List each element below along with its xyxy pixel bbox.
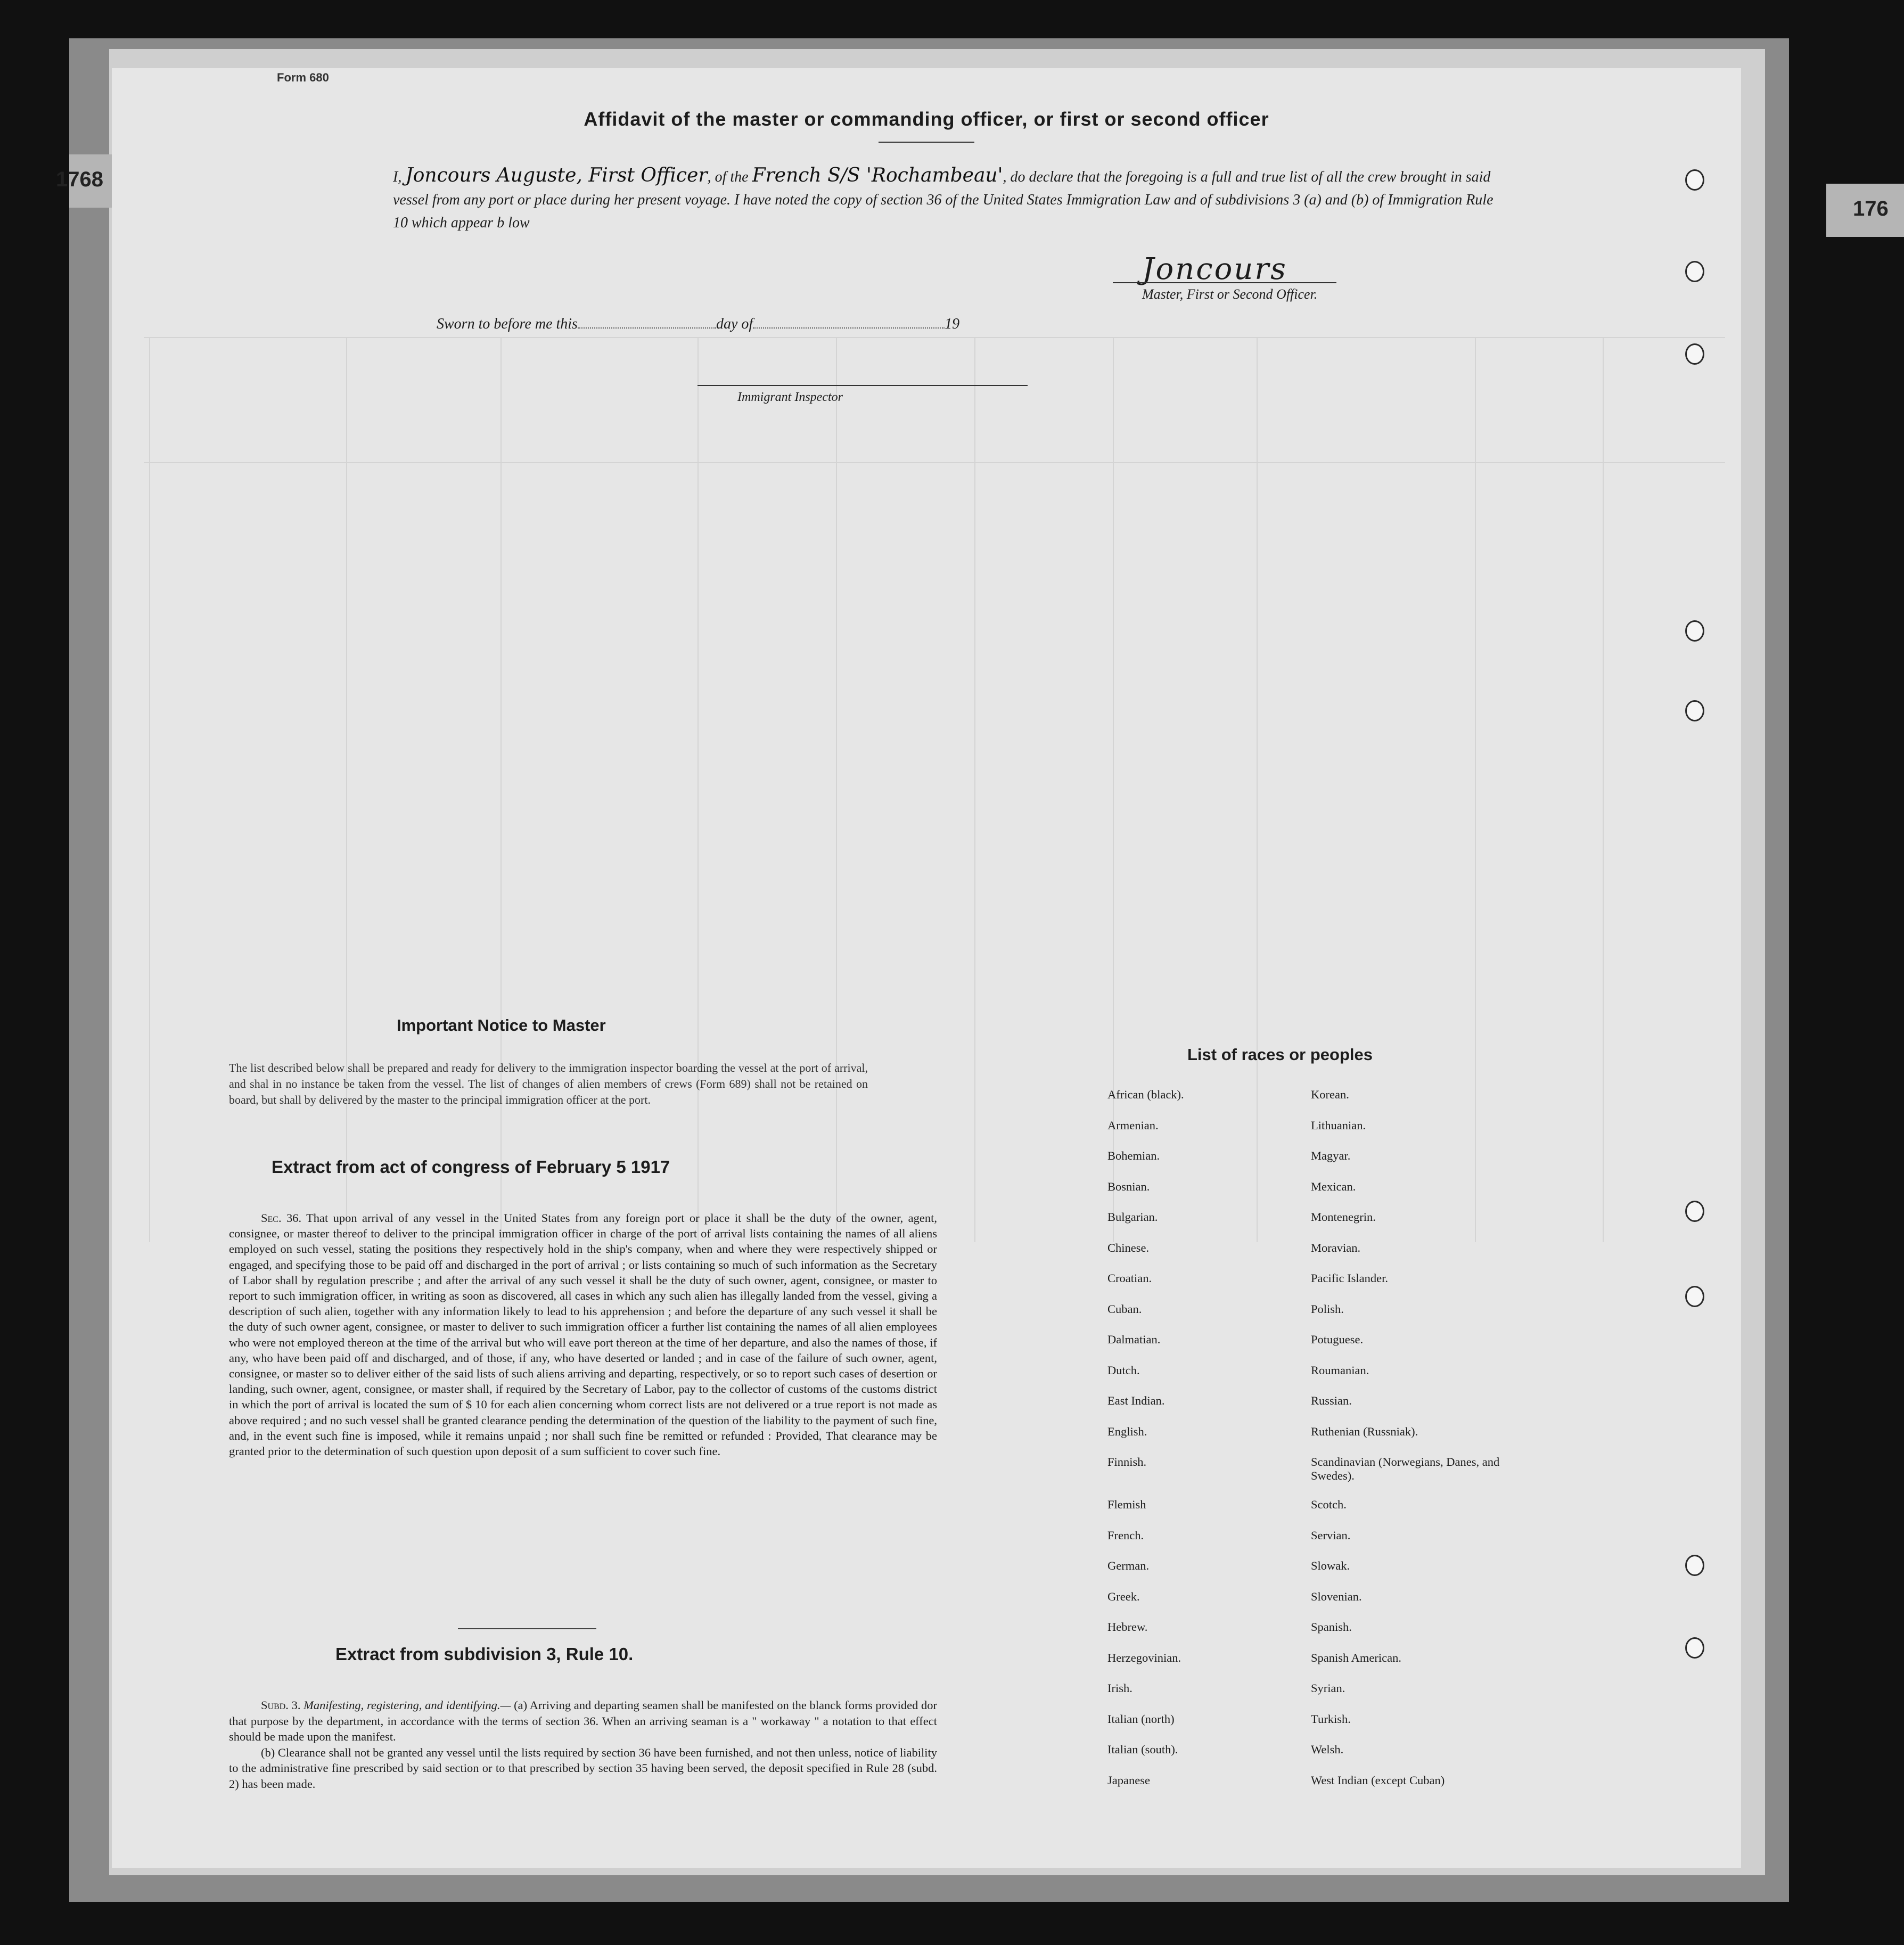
act-extract-title: Extract from act of congress of February 5 1917 xyxy=(272,1157,670,1177)
sworn-day: day of xyxy=(716,316,753,332)
race-item: Spanish. xyxy=(1311,1620,1352,1634)
race-item: Pacific Islander. xyxy=(1311,1271,1388,1285)
signature-line xyxy=(1113,282,1336,283)
punch-hole xyxy=(1685,343,1704,365)
notice-title: Important Notice to Master xyxy=(397,1016,606,1035)
officer-signature: Joncours xyxy=(1142,252,1287,286)
race-item: Herzegovinian. xyxy=(1107,1651,1181,1664)
ghost-column xyxy=(1603,337,1604,1242)
race-item: Bulgarian. xyxy=(1107,1210,1158,1224)
race-item: Finnish. xyxy=(1107,1455,1147,1468)
ghost-column xyxy=(1113,337,1114,1242)
inspector-label: Immigrant Inspector xyxy=(737,390,843,404)
punch-hole xyxy=(1685,1201,1704,1222)
punch-hole xyxy=(1685,1555,1704,1576)
race-item: Cuban. xyxy=(1107,1302,1142,1316)
race-item: Irish. xyxy=(1107,1681,1132,1695)
punch-hole xyxy=(1685,620,1704,642)
race-item: Spanish American. xyxy=(1311,1651,1401,1664)
race-item: Slovenian. xyxy=(1311,1589,1362,1603)
subd-b: (b) Clearance shall not be granted any vessel until the lists required by section 36 have been furnished, and not then unless, notice of liability to the administrative fine prescribed by said section or to that prescribed by section 35 having been served, the deposit specified in Rule 28 (subd. 2) has been made. xyxy=(229,1745,937,1791)
race-item: Turkish. xyxy=(1311,1712,1351,1726)
subdivision-3-text xyxy=(229,1697,937,1792)
inspector-signature-line xyxy=(697,385,1028,386)
officer-label: Master, First or Second Officer. xyxy=(1142,286,1318,302)
race-item: Dalmatian. xyxy=(1107,1333,1161,1346)
punch-hole xyxy=(1685,169,1704,191)
declaration xyxy=(393,164,1500,234)
race-item: Italian (north) xyxy=(1107,1712,1175,1726)
race-item: Armenian. xyxy=(1107,1118,1159,1132)
right-edge-tab xyxy=(1826,184,1904,237)
race-item: Polish. xyxy=(1311,1302,1344,1316)
race-item: Hebrew. xyxy=(1107,1620,1148,1634)
ghost-column xyxy=(149,337,150,1242)
declaration-body: that the foregoing is a full and true list of all the crew brought in said vessel from any port or place during her present voyage. I have noted the copy of section 36 of the United States Immigration Law and of subdivisions 3 (a) and (b) of Immigration Rule 10 which appear b low xyxy=(393,169,1493,231)
races-title: List of races or peoples xyxy=(1187,1045,1373,1064)
sworn-year: 19 xyxy=(945,316,960,332)
declaration-do-declare: , do declare xyxy=(1003,169,1073,185)
race-item: Ruthenian (Russniak). xyxy=(1311,1424,1418,1438)
race-item: Chinese. xyxy=(1107,1241,1150,1254)
section-divider xyxy=(458,1628,596,1629)
form-number: Form 680 xyxy=(277,71,329,84)
section-label: Sec. 36. xyxy=(261,1211,302,1225)
race-item: Korean. xyxy=(1311,1088,1349,1101)
race-item: Mexican. xyxy=(1311,1179,1356,1193)
notice-body: The list described below shall be prepared and ready for delivery to the immigration inspector boarding the vessel at the port of arrival, and shal in no instance be taken from the vessel. The list of changes of alien members of crews (Form 689) shall not be retained on board, but shall by delivered by the master to the principal immigration officer at the port. xyxy=(229,1061,868,1106)
race-item: Moravian. xyxy=(1311,1241,1361,1254)
race-item: Roumanian. xyxy=(1311,1363,1369,1377)
race-item: Dutch. xyxy=(1107,1363,1140,1377)
manifest-sheet xyxy=(112,68,1741,1868)
race-item: West Indian (except Cuban) xyxy=(1311,1773,1445,1787)
race-item: Welsh. xyxy=(1311,1743,1344,1756)
race-item: African (black). xyxy=(1107,1088,1184,1101)
race-item: Greek. xyxy=(1107,1589,1140,1603)
handwritten-ship-name: French S/S 'Rochambeau' xyxy=(752,165,1003,186)
subd-heading: Manifesting, registering, and identifying.— xyxy=(303,1698,511,1712)
race-item: Bohemian. xyxy=(1107,1149,1160,1162)
race-item: Scandinavian (Norwegians, Danes, and Swedes). xyxy=(1311,1455,1500,1482)
race-item: Syrian. xyxy=(1311,1681,1345,1695)
handwritten-officer-name: Joncours Auguste, First Officer xyxy=(405,165,708,186)
race-item: Flemish xyxy=(1107,1498,1146,1511)
race-item: Magyar. xyxy=(1311,1149,1351,1162)
race-item: Potuguese. xyxy=(1311,1333,1364,1346)
punch-hole xyxy=(1685,261,1704,282)
side-number-left: 1768 xyxy=(56,168,103,191)
race-item: Japanese xyxy=(1107,1773,1150,1787)
ghost-column xyxy=(1475,337,1476,1242)
rule-extract-title: Extract from subdivision 3, Rule 10. xyxy=(335,1644,634,1664)
punch-hole xyxy=(1685,1286,1704,1307)
race-item: Italian (south). xyxy=(1107,1743,1178,1756)
race-item: East Indian. xyxy=(1107,1394,1165,1407)
race-item: Slowak. xyxy=(1311,1559,1350,1572)
ghost-column xyxy=(974,337,975,1242)
race-item: Russian. xyxy=(1311,1394,1352,1407)
race-item: Bosnian. xyxy=(1107,1179,1150,1193)
race-item: Servian. xyxy=(1311,1528,1351,1542)
race-item: Croatian. xyxy=(1107,1271,1152,1285)
subd-label: Subd. 3. xyxy=(261,1698,301,1712)
ghost-rule xyxy=(144,462,1725,463)
declaration-of-the: , of the xyxy=(707,169,749,185)
sworn-before: Sworn to before me this xyxy=(437,316,578,332)
race-item: German. xyxy=(1107,1559,1150,1572)
race-item: English. xyxy=(1107,1424,1147,1438)
sworn-line xyxy=(437,316,959,333)
subd-a: (a) Arriving and departing seamen shall be manifested on the blanck forms provided dor that purpose by the department, in accordance with the terms of section 36. When an arriving seaman is a " workaway " a notation to that effect should be made upon the manifest. xyxy=(229,1698,938,1743)
punch-hole xyxy=(1685,1637,1704,1659)
race-item: French. xyxy=(1107,1528,1144,1542)
title-rule xyxy=(879,142,974,143)
section-body: That upon arrival of any vessel in the United States from any foreign port or place it shall be the duty of the owner, agent, consignee, or master thereof to deliver to the principal immigration officer in charge of the port of arrival lists containing the names of all aliens employed on such vessel, stating the positions they respectively hold in the ship's company, when and where they were respectively shipped or engaged, and specifying those to be paid off and discharged in the port of arrival ; or lists containing so much of such information as the Secretary of Labor shall by regulation prescribe ; and after the arrival of any such vessel it shall be the duty of such owner, agent, consignee, or master to report to such immigration officer, in writing as soon as discovered, all cases in which any such alien has illegally landed from the vessel, giving a description of such alien, together with any information likely to lead to his apprehension ; and before the departure of any such vessel it shall be the duty of such owner agent, consignee, or master to deliver to such immigration officer a further list containing the names of all alien employees who were not employed thereon at the time of the arrival but who will eave port thereon at the time of her departure, and also the names of those, if any, who have been paid off and discharged, and of those, if any, who have deserted or landed ; and in case of the failure of such owner, agent, consignee, or master so to deliver either of the said lists of such aliens arriving and departing, respectively, or so to report such cases of desertion or landing, such owner, agent, consignee, or master shall, if required by the Secretary of Labor, pay to the collector of customs of the customs district in which the port of arrival is located the sum of $ 10 for each alien concerning whom correct lists are not delivered or a true report is not made as above required ; and no such vessel shall be granted clearance pending the determination of the question of the liability to the payment of such fine, and, in the event such fine is imposed, while it remains unpaid ; nor shall such fine be remitted or refunded : Provided, That clearance may be granted prior to the determination of such question upon deposit of a sum sufficient to cover such fine. xyxy=(229,1211,938,1458)
ghost-rule xyxy=(144,337,1725,338)
race-item: Lithuanian. xyxy=(1311,1118,1366,1132)
section-36-text xyxy=(229,1210,937,1459)
punch-hole xyxy=(1685,700,1704,721)
affidavit-title: Affidavit of the master or commanding officer, or first or second officer xyxy=(584,108,1269,130)
race-item: Scotch. xyxy=(1311,1498,1347,1511)
left-edge-tab xyxy=(56,154,112,208)
ghost-column xyxy=(1257,337,1258,1242)
declaration-intro: I, xyxy=(393,169,402,185)
race-item: Montenegrin. xyxy=(1311,1210,1376,1224)
side-number-right: 176 xyxy=(1853,197,1889,220)
